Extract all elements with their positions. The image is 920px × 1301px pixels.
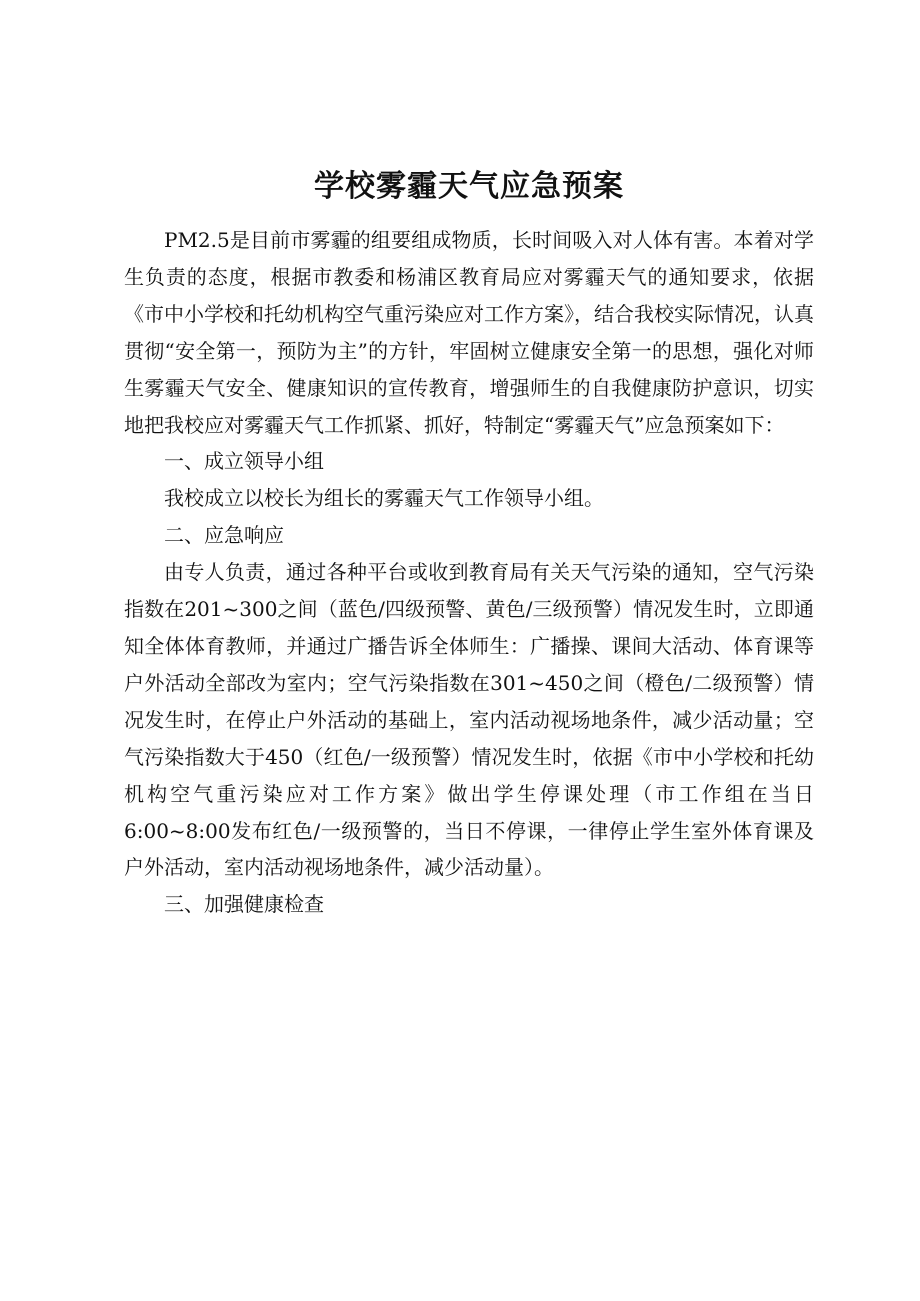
section-text-emergency-response: 由专人负责，通过各种平台或收到教育局有关天气污染的通知，空气污染指数在201~300之间（蓝色/四级预警、黄色/三级预警）情况发生时，立即通知全体体育教师，并通过广播告诉全体师生：广播操、课间大活动、体育课等户外活动全部改为室内；空气污染指数在301~450之间（橙色/二级预警）情况发生时，在停止户外活动的基础上，室内活动视场地条件，减少活动量；空气污染指数大于450（红色/一级预警）情况发生时，依据《市中小学校和托幼机构空气重污染应对工作方案》做出学生停课处理（市工作组在当日6:00~8:00发布红色/一级预警的，当日不停课，一律停止学生室外体育课及户外活动，室内活动视场地条件，减少活动量）。 xyxy=(124,560,814,880)
document-page xyxy=(124,160,814,923)
intro-paragraph: PM2.5是目前市雾霾的组要组成物质，长时间吸入对人体有害。本着对学生负责的态度，根据市教委和杨浦区教育局应对雾霾天气的通知要求，依据《市中小学校和托幼机构空气重污染应对工作方案》，结合我校实际情况，认真贯彻“安全第一，预防为主”的方针，牢固树立健康安全第一的思想，强化对师生雾霾天气安全、健康知识的宣传教育，增强师生的自我健康防护意识，切实地把我校应对雾霾天气工作抓紧、抓好，特制定“雾霾天气”应急预案如下： xyxy=(124,228,814,437)
section-heading-leadership: 一、成立领导小组 xyxy=(164,449,324,474)
section-text-leadership: 我校成立以校长为组长的雾霾天气工作领导小组。 xyxy=(164,486,604,511)
document-body xyxy=(124,222,814,923)
document-title: 学校雾霾天气应急预案 xyxy=(314,169,624,204)
section-heading-health-check: 三、加强健康检查 xyxy=(164,892,324,917)
section-heading-emergency-response: 二、应急响应 xyxy=(164,523,284,548)
